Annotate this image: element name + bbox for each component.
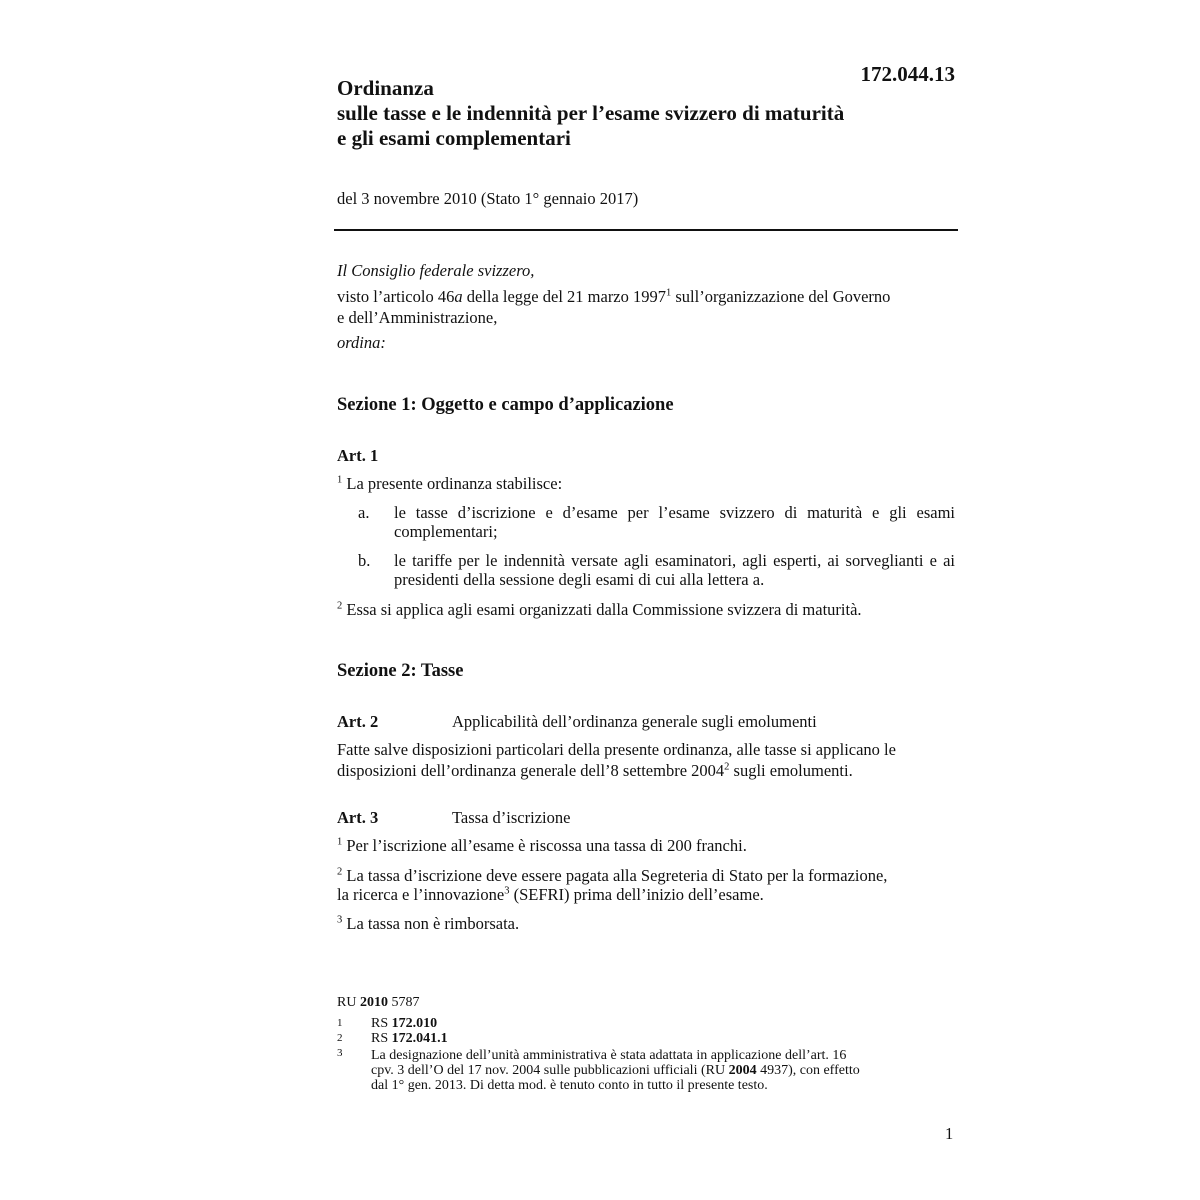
art-2-text-line-2: disposizioni dell’ordinanza generale dell’8 settembre 2004$^2$ sugli emolumenti. [337,761,853,780]
header-divider [334,229,958,231]
title-line-3: e gli esami complementari [337,126,571,150]
art-2-title: Applicabilità dell’ordinanza generale sugli emolumenti [452,712,817,731]
section-1-heading: Sezione 1: Oggetto e campo d’applicazione [337,395,674,415]
art-1-item-b-label: b. [358,551,371,570]
title-line-2: sulle tasse e le indennità per l’esame svizzero di maturità [337,101,845,125]
section-2-heading: Sezione 2: Tasse [337,661,464,681]
footnote-2-text: RS 172.041.1 [371,1031,448,1046]
art-1-item-a-label: a. [358,503,370,522]
art-1-item-a: le tasse d’iscrizione e d’esame per l’esame svizzero di maturità e gli esami complementari; [394,503,955,541]
sr-number: 172.044.13 [860,62,955,86]
preamble-visto: visto l’articolo 46a della legge del 21 marzo 1997$^1$ sull’organizzazione del Governo [337,287,891,306]
art-2-text-line-1: Fatte salve disposizioni particolari della presente ordinanza, alle tasse si applicano le [337,740,896,759]
footnote-ref-1[interactable]: 1 [666,287,672,299]
art-3-para-1: $^1$ Per l’iscrizione all’esame è riscossa una tassa di 200 franchi. [337,836,747,855]
footnote-3: 3 [337,1047,343,1059]
footnote-3-text: La designazione dell’unità amministrativa è stata adattata in applicazione dell’art. 16 cpv. 3 dell’O del 17 nov. 2004 sulle pubblicazioni ufficiali (RU 2004 4937), con effetto dal 1° gen. 2013. Di detta mod. è tenuto conto in tutto il presente testo. [371,1048,860,1093]
preamble-visto-cont: e dell’Amministrazione, [337,308,498,327]
title-line-1: Ordinanza [337,76,434,100]
art-3-para-2-line-1: $^2$ La tassa d’iscrizione deve essere pagata alla Segreteria di Stato per la formazione, [337,866,888,885]
art-1-para-1: $^1$ La presente ordinanza stabilisce: [337,474,563,493]
footnote-1: 1 [337,1017,343,1029]
footnote-1-text: RS 172.010 [371,1016,438,1031]
ordinance-title [337,76,977,151]
preamble-authority: Il Consiglio federale svizzero, [337,261,535,280]
preamble-ordina: ordina: [337,333,386,352]
footnote-ref-2[interactable]: 2 [724,761,730,773]
page-number: 1 [945,1124,954,1143]
art-1-label: Art. 1 [337,446,379,465]
footnote-ref-3[interactable]: 3 [504,885,510,897]
art-2-label: Art. 2 [337,712,379,731]
art-3-para-3: $^3$ La tassa non è rimborsata. [337,914,520,933]
footnote-2: 2 [337,1032,343,1044]
art-3-para-2-line-2: la ricerca e l’innovazione$^3$ (SEFRI) prima dell’inizio dell’esame. [337,885,764,904]
ru-reference: RU 2010 5787 [337,995,420,1010]
ordinance-date: del 3 novembre 2010 (Stato 1° gennaio 2017) [337,189,639,208]
art-1-para-2: $^2$ Essa si applica agli esami organizzati dalla Commissione svizzera di maturità. [337,600,862,619]
art-3-title: Tassa d’iscrizione [452,808,571,827]
art-3-label: Art. 3 [337,808,379,827]
art-1-item-b: le tariffe per le indennità versate agli esaminatori, agli esperti, ai sorveglianti e ai presidenti della sessione degli esami di cui alla lettera a. [394,551,955,589]
